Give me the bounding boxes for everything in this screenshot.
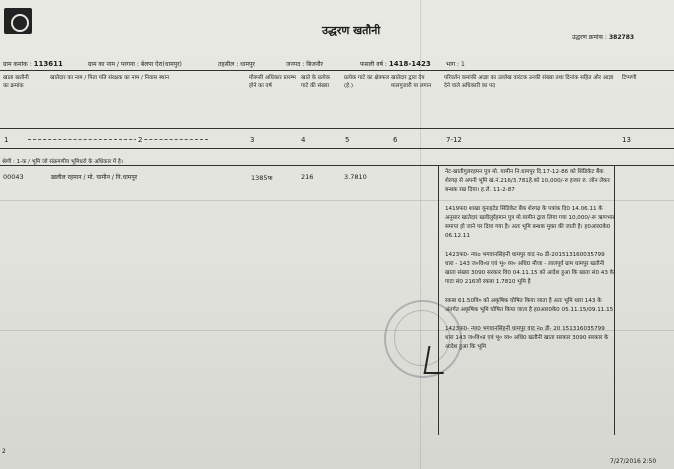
section-label: श्रेणी : 1-क / भूमि जो संक्रमणीय भूमिधरो के अधिकार में है।: [2, 159, 123, 165]
change-entry: 1423फ0- न्याo भगवानसिंहनी धामपुर वाद नo डी-201513160035799 धारा - 143 ज०वि०प्र एवं भू० व्य० अधि0 मौजा - लालपूर्व ग्राम धामपुर खतौनी खाता संख्या 3090 सरकार वि0 04.11.15 को आदेश हुआ कि खाता सं0 43 के गाटा सं0 216जो रकबा 1.7810 भूमि है: [445, 252, 614, 285]
col-number: 2: [138, 136, 143, 144]
print-timestamp: 7/27/2016 2:50: [610, 458, 657, 465]
divider: [438, 165, 439, 435]
col-number: 4: [301, 136, 306, 144]
official-stamp: [384, 300, 462, 378]
col-number: 6: [393, 136, 398, 144]
divider: [0, 165, 674, 166]
government-logo: [4, 8, 32, 34]
col-header-khata: खाता खतौनी का क्रमांक: [3, 75, 29, 89]
change-entry: 1419फ0 शाखा यूनाइटेड सिंडिकेट बैंक शेरगढ़ के पत्रांक दि0 14.06.11 के अनुसार खातेदार खलीलुर्रहमान पुत्र मो.यामीन द्वारा लिया गया 10,000/-रू ऋणभार समाप्त हो जाने पर दिया गया है। अतः भूमि बन्धक मुक्त की जाती है। ह0आर0के0 06.12.11: [445, 206, 615, 239]
tehsil: तहसील : धामपुर: [218, 61, 255, 68]
col-header-revenue: खातेदार द्वारा देय मालगुजारी या लगान: [391, 75, 432, 89]
extract-number-label: उद्धरण क्रमांक :: [572, 34, 608, 41]
change-entry: 1423फ0- न्या0 भगवानसिंहनी धामपुर वाद नo डी- 20 151316035799 धारा 143 ज०वि०प्र एवं भू० व्य० अधि0 खतौनी खाता सरकार 3090 सरकार के आदेश हुआ कि भूमि: [445, 326, 609, 350]
col-header-owner: खातेदार का नाम / पिता पति संरक्षक का नाम / निवास स्थान: [50, 75, 170, 81]
change-entry: नेट-खातीगुलरहमन पुत्र मो. यामीन नि.धामपुर दि.17-12-86 को सिंडिकेट बैंक शेरगढ़ से अपनी भूमि खं.नं.216/3.781हे.को 10,000/-रु हजार रु. लोन लेकर बन्धक रख दिया। ह.ले. 11-2-87: [445, 169, 610, 193]
dashed-line: [28, 139, 208, 140]
plot-area: 3.7810: [344, 173, 367, 181]
plot-number: 216: [301, 173, 314, 181]
change-entries: [445, 168, 615, 362]
district: जनपद : बिजनौर: [286, 61, 324, 68]
tenure-year: 1385फ: [251, 174, 273, 182]
col-number: 1: [4, 136, 9, 144]
divider: [0, 128, 674, 129]
col-header-plot: खाते के प्रत्येक गाटे की संख्या: [301, 75, 330, 89]
fasli-year: फसली वर्ष : 1418-1423: [360, 60, 431, 68]
extract-number: [572, 33, 634, 41]
village-name: ग्राम का नाम / परगना : बेलपा ऐरा(धामपुर): [88, 61, 182, 68]
col-number: 5: [345, 136, 350, 144]
extract-number-value: 382783: [609, 34, 635, 41]
divider: [0, 148, 674, 149]
khata-number: 00043: [3, 173, 24, 181]
divider: [0, 70, 674, 71]
col-header-year: मौरूसी अधिकार प्रारम्भ होने का वर्ष: [249, 75, 296, 89]
owner-name: ख़लील रहमान / मो. यामीन / नि.धामपुर: [51, 174, 138, 181]
col-header-area: प्रत्येक गाटे का क्षेत्रफल (हे.): [344, 75, 390, 89]
col-header-changes: परिवर्तन कमांकी आज्ञा का उल्लेख वारंटक उनकी संख्या तथा दिनांक सहित और आज्ञा देने वाले अधिकारी का पद: [444, 75, 614, 89]
col-number: 13: [622, 136, 631, 144]
col-number: 7-12: [446, 136, 462, 144]
document-title: उद्धरण खतौनी: [322, 24, 381, 37]
page-number: 2: [2, 448, 6, 455]
col-header-remarks: टिप्पणी: [622, 75, 637, 81]
part: भाग : 1: [446, 61, 465, 68]
col-number: 3: [250, 136, 255, 144]
meta-row: [0, 58, 674, 70]
village-code: ग्राम कमांक : 113611: [3, 60, 63, 68]
change-entry: रकबा 61.50वि० को अकृषिक घोषित किया जाता है अतः भूमि धारा 143 के अंतर्गत अकृषिक भूमि घोषित किया जाता है ह0आर0के0 05.11.15/09.11.15: [445, 298, 614, 313]
